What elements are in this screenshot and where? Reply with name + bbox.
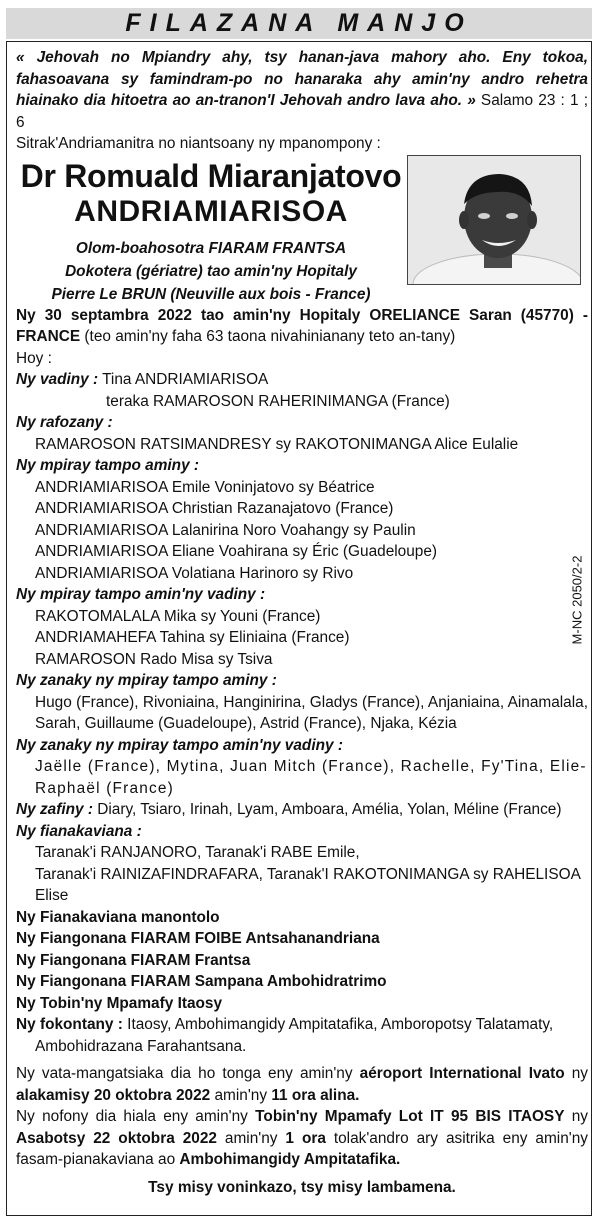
sibling-item: ANDRIAMIARISOA Eliane Voahirana sy Éric (Guadeloupe) <box>35 543 438 560</box>
family-line-2: Taranak'i RAINIZAFINDRAFARA, Taranak'I RAKOTONIMANGA sy RAHELISOA Elise <box>35 865 580 904</box>
deceased-title-1: Olom-boahosotra FIARAM FRANTSA <box>75 239 347 257</box>
closing-line: Tsy misy voninkazo, tsy misy lambamena. <box>148 1178 456 1196</box>
notice-content <box>16 47 588 1198</box>
spouse-name: Tina ANDRIAMIARISOA <box>98 371 269 388</box>
grandchildren-section <box>16 799 588 821</box>
arrival-text: Ny vata-mangatsiaka dia ho tonga eny amin'ny <box>16 1065 360 1082</box>
nephews-names: Hugo (France), Rivoniaina, Hanginirina, Gladys (France), Anjaniaina, Ainamalala, Sarah, Guillaume (Guadeloupe), Astrid (France), Njaka, Kézia <box>35 693 588 732</box>
deceased-block <box>16 157 588 305</box>
arrival-time: 11 ora alina. <box>271 1086 360 1104</box>
nephews-label: Ny zanaky ny mpiray tampo aminy : <box>16 672 277 689</box>
deceased-title-3: Pierre Le BRUN (Neuville aux bois - France) <box>51 285 371 303</box>
sibling-item: ANDRIAMIARISOA Lalanirina Noro Voahangy sy Paulin <box>35 521 416 539</box>
quote-text: « Jehovah no Mpiandry ahy, tsy hanan-java mahory aho. Eny tokoa, fahasoavana sy famindram-po no hanaraka ahy amin'ny andro rehetra hiainako dia hitoetra ao an-tranon'I Jehovah andro lava aho. » <box>16 49 588 109</box>
fokontany-section <box>16 1014 588 1057</box>
spouse-section <box>16 369 588 391</box>
death-info <box>16 305 588 348</box>
deceased-name-line1: Dr Romuald Miaranjatovo <box>20 157 402 194</box>
group-item: Ny Tobin'ny Mpamafy Itaosy <box>16 994 223 1012</box>
fokontany-names: Itaosy, Ambohimangidy Ampitatafika, Amboropotsy Talatamaty, Ambohidrazana Farahantsana. <box>35 1016 554 1055</box>
family-label: Ny fianakaviana : <box>16 822 142 840</box>
death-age: (teo amin'ny faha 63 taona nivahinianany teto an-tany) <box>80 328 456 345</box>
spouse-nephews-label: Ny zanaky ny mpiray tampo amin'ny vadiny : <box>16 736 343 754</box>
burial-text: tolak'andro ary asitrika eny amin'ny fasam-pianakaviana ao <box>16 1129 588 1168</box>
death-date-place: Ny 30 septambra 2022 tao amin'ny Hopitaly ORELIANCE Saran (45770) - FRANCE <box>16 306 588 345</box>
sibling-item: ANDRIAMIARISOA Volatiana Harinoro sy Rivo <box>35 564 354 582</box>
arrival-airport: aéroport International Ivato <box>359 1065 565 1082</box>
arrival-date: alakamisy 20 oktobra 2022 <box>16 1086 211 1104</box>
burial-text: amin'ny <box>216 1129 286 1147</box>
quote-reference: Salamo 23 : 1 ; 6 <box>16 92 588 131</box>
bible-quote <box>16 47 588 133</box>
notice-header: FILAZANA MANJO <box>6 8 592 39</box>
spouse-maiden-name: teraka RAMAROSON RAHERINIMANGA (France) <box>106 392 450 410</box>
burial-date: Asabotsy 22 oktobra 2022 <box>16 1129 217 1147</box>
burial-text: Ny nofony dia hiala eny amin'ny <box>16 1108 256 1125</box>
arrival-text: ny <box>564 1065 588 1082</box>
deceased-photo <box>407 155 581 285</box>
grandchildren-names: Diary, Tsiaro, Irinah, Lyam, Amboara, Amélia, Yolan, Méline (France) <box>92 801 562 818</box>
group-item: Ny Fianakaviana manontolo <box>16 908 220 926</box>
group-item: Ny Fiangonana FIARAM FOIBE Antsahanandriana <box>16 930 380 947</box>
burial-departure-place: Tobin'ny Mpamafy Lot IT 95 BIS ITAOSY <box>255 1108 565 1125</box>
in-laws-label: Ny rafozany : <box>16 414 113 431</box>
sibling-item: ANDRIAMIARISOA Emile Voninjatovo sy Béatrice <box>35 478 375 496</box>
burial-time: 1 ora <box>285 1129 326 1147</box>
deceased-titles <box>16 237 406 306</box>
family-line-1: Taranak'i RANJANORO, Taranak'i RABE Emile, <box>35 844 360 861</box>
hoy-line: Hoy : <box>16 349 52 367</box>
side-reference-code: M-NC 2050/2-2 <box>569 555 585 645</box>
group-item: Ny Fiangonana FIARAM Frantsa <box>16 951 251 969</box>
portrait-image <box>408 156 581 285</box>
in-laws-names: RAMAROSON RATSIMANDRESY sy RAKOTONIMANGA Alice Eulalie <box>35 435 519 453</box>
group-item: Ny Fiangonana FIARAM Sampana Ambohidratrimo <box>16 973 387 990</box>
fokontany-label: Ny fokontany : <box>16 1016 123 1033</box>
spouse-label: Ny vadiny : <box>16 371 99 388</box>
deceased-name-line2: ANDRIAMIARISOA <box>74 194 348 228</box>
spouse-siblings-label: Ny mpiray tampo amin'ny vadiny : <box>16 586 266 603</box>
intro-line: Sitrak'Andriamanitra no niantsoany ny mpanompony : <box>16 135 381 152</box>
sibling-item: ANDRIAMIARISOA Christian Razanajatovo (France) <box>35 500 394 517</box>
arrival-text: amin'ny <box>210 1086 272 1104</box>
grandchildren-label: Ny zafiny : <box>16 801 93 818</box>
spouse-sibling-item: RAMAROSON Rado Misa sy Tsiva <box>35 650 273 668</box>
burial-text: ny <box>564 1108 589 1125</box>
siblings-label: Ny mpiray tampo aminy : <box>16 457 200 474</box>
burial-info <box>16 1106 588 1171</box>
deceased-title-2: Dokotera (gériatre) tao amin'ny Hopitaly <box>65 262 357 280</box>
arrival-info <box>16 1063 588 1106</box>
spouse-nephews-names: Jaëlle (France), Mytina, Juan Mitch (France), Rachelle, Fy'Tina, Elie-Raphaël (France) <box>35 758 587 797</box>
spouse-sibling-item: RAKOTOMALALA Mika sy Youni (France) <box>35 607 321 625</box>
spouse-sibling-item: ANDRIAMAHEFA Tahina sy Eliniaina (France) <box>35 629 350 646</box>
burial-place: Ambohimangidy Ampitatafika. <box>179 1151 401 1168</box>
